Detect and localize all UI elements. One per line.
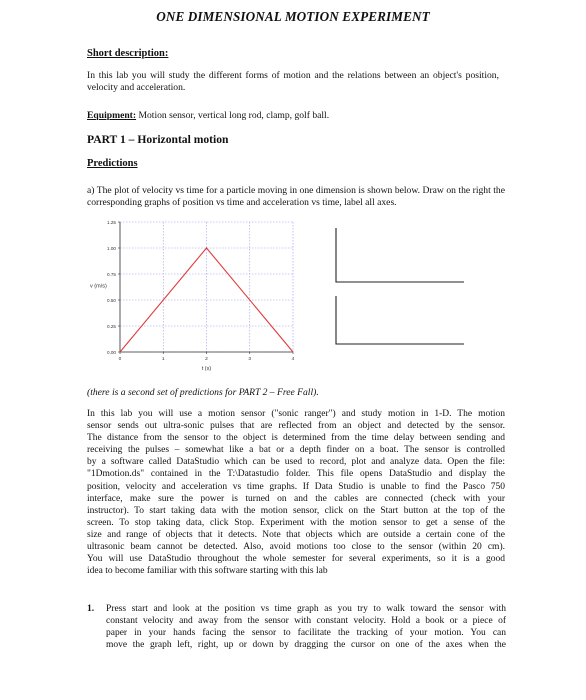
chart-ticks [107,220,295,362]
y-axis-label: v (m/s) [90,283,107,290]
second-set-note: (there is a second set of predictions for PART 2 – Free Fall). [87,387,319,398]
x-tick-label: 3 [248,357,252,362]
lab-instructions-paragraph [87,408,505,577]
x-tick-label: 2 [205,357,208,362]
y-tick-label: 0.75 [107,271,116,277]
paragraph-line: Press start and look at the position vs time graph as you try to walk toward the sensor with [106,604,506,614]
position-graph-axes [336,228,464,282]
y-tick-label: 0.50 [107,297,116,303]
part1-heading: PART 1 – Horizontal motion [87,133,229,146]
paragraph-line: instructor). To start taking data with the motion sensor, click on the Start button at the top of the [87,505,505,516]
item-1-number: 1. [87,603,95,614]
paragraph-line: ultrasonic beam cannot be detected. Also, avoid motions too close to the sensor (within 20 cm). [87,542,505,553]
velocity-time-chart [80,212,316,378]
document-title: ONE DIMENSIONAL MOTION EXPERIMENT [156,9,430,24]
equipment-label: Equipment: [87,110,137,121]
paragraph-line: In this lab you will use a motion sensor ("sonic ranger") and study motion in 1-D. The motion [87,409,505,419]
predictions-text: a) The plot of velocity vs time for a particle moving in one dimension is shown below. Draw on the right the corresponding graphs of position vs time and acceleration vs time, label all axes. [87,185,505,209]
equipment-line [87,110,499,122]
y-tick-label: 0.00 [107,349,116,355]
equipment-text: Motion sensor, vertical long rod, clamp, golf ball. [138,110,330,121]
paragraph-line: interface, make sure the power is turned on and the cables are connected (check with your [87,493,505,504]
paragraph-line: move the graph left, right, up or down by dragging the cursor on one of the axes when the [106,640,506,651]
paragraph-line: You will use DataStudio throughout the whole semester for several experiments, so it is a good [87,554,505,565]
paragraph-line: size and range of objects that it detects. Note that objects which are outside a certain cone of the [87,529,505,540]
paragraph-line: receiving the pulses – somewhat like a bat or a depth finder on a boat. The sensor is controlled [87,445,505,456]
x-tick-label: 4 [291,357,295,362]
paragraph-line: screen. To stop taking data, click Stop. Experiment with the motion sensor to get a sense of the [87,517,505,528]
chart-grid [120,222,293,352]
x-tick-label: 1 [161,357,165,362]
acceleration-graph-axes [336,296,464,344]
paragraph-line: paper in your hands facing the sensor to facilitate the tracking of your motion. You can [106,628,506,639]
item-1-text [106,603,506,651]
paragraph-line: position, velocity and acceleration vs time graphs. If Data Studio is unable to find the Pasco 750 [87,481,505,492]
x-axis-label: t (s) [201,366,212,372]
paragraph-line: "1Dmotion.ds" contained in the T:\Datastudio folder. This file opens DataStudio and display the [87,469,505,480]
short-description-text: In this lab you will study the different forms of motion and the relations between an object's position, velocity and acceleration. [87,70,499,94]
y-tick-label: 1.25 [107,219,116,225]
predictions-heading: Predictions [87,158,138,169]
y-tick-label: 0.25 [107,323,116,329]
blank-answer-axes [330,224,470,352]
paragraph-line: sensor sends out ultra-sonic pulses that are reflected from an object and detected by the sensor. [87,421,505,432]
paragraph-line: idea to become familiar with this software starting with this lab [87,566,328,577]
paragraph-line: The distance from the sensor to the object is determined from the time delay between sending and [87,433,505,444]
x-tick-label: 0 [118,357,122,362]
paragraph-line: constant velocity and away from the sensor with constant velocity. Hold a book or a piece of [106,616,506,627]
short-description-heading: Short description: [87,48,169,59]
y-tick-label: 1.00 [107,245,116,251]
paragraph-line: by a software called DataStudio which can be used to record, plot and analyze data. Open the file: [87,457,505,468]
